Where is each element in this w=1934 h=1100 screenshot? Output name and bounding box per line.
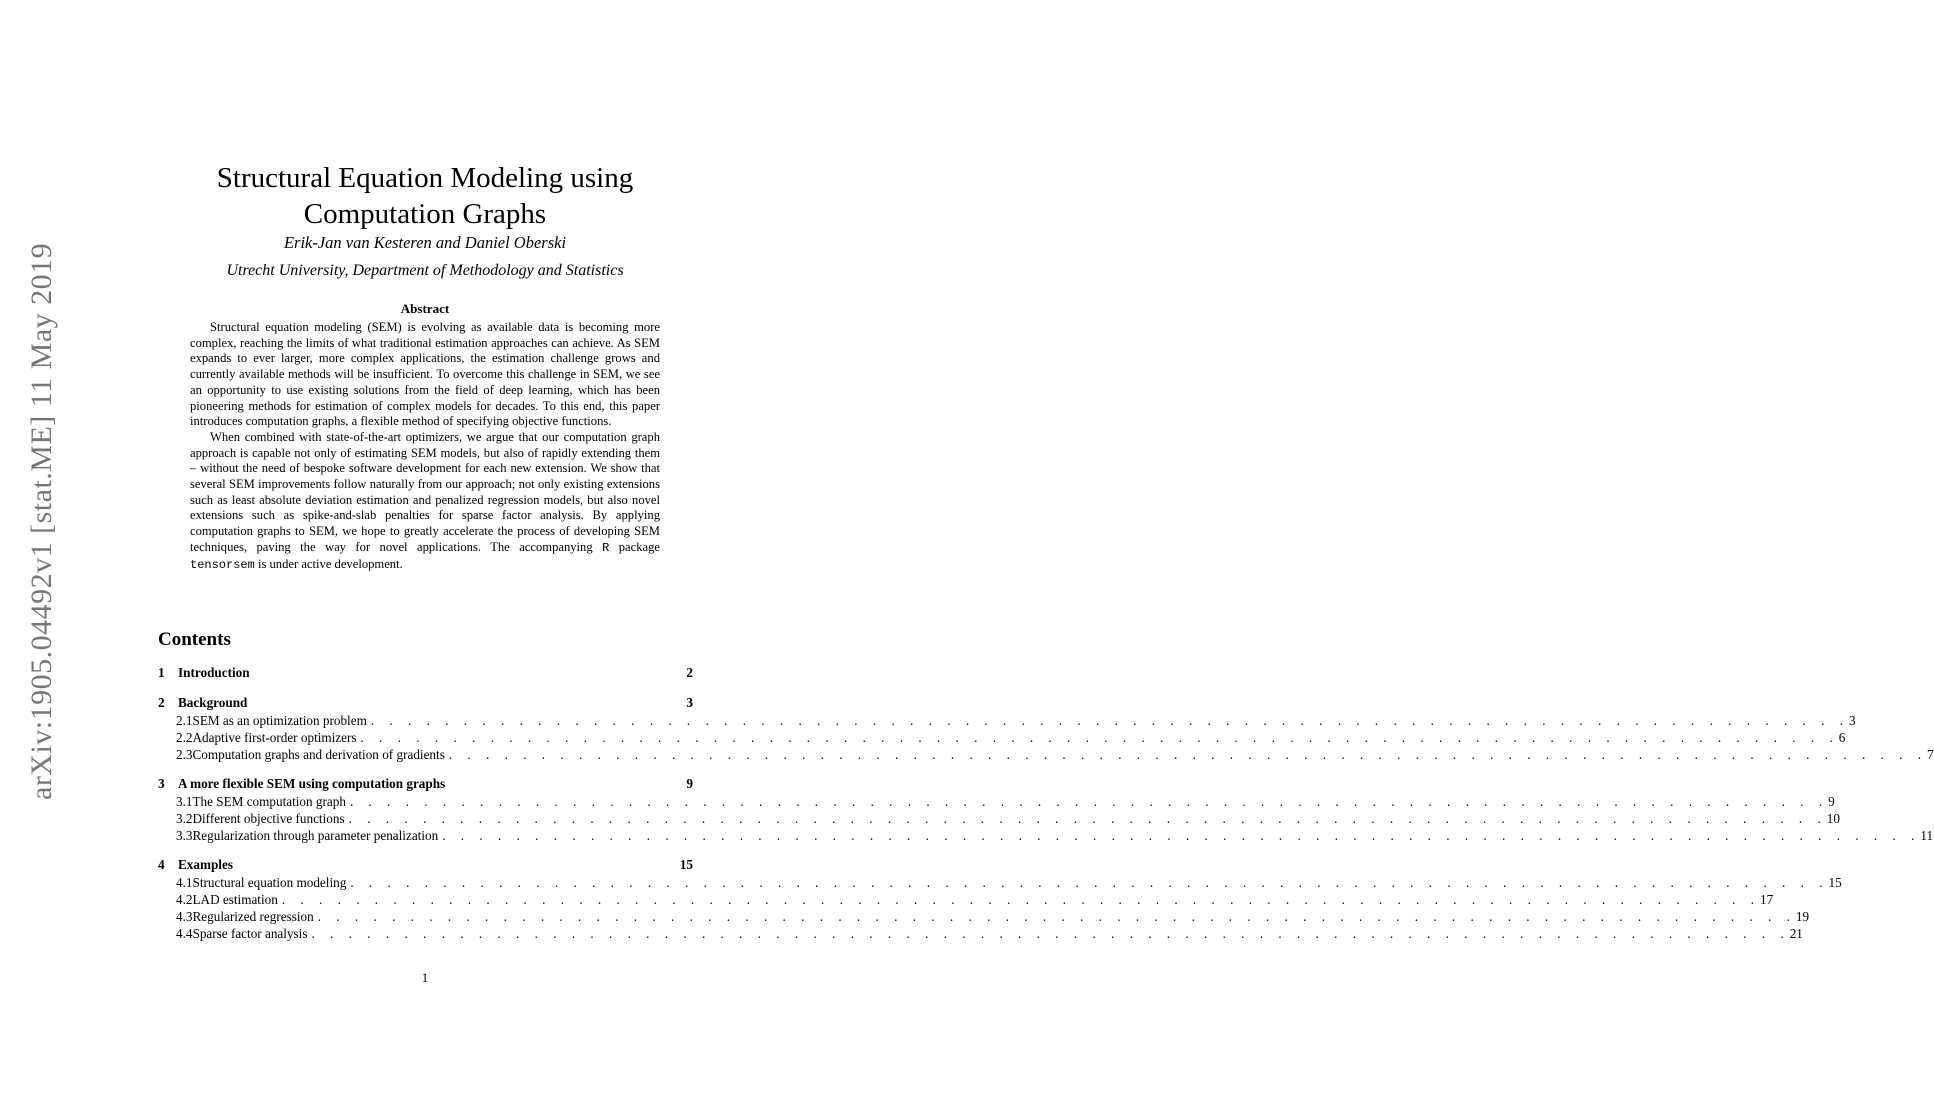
toc-subsection-label: Computation graphs and derivation of gradients [192, 747, 445, 762]
toc-section-4[interactable] [158, 856, 693, 874]
toc-subsection-2.3[interactable] [158, 746, 1934, 763]
toc-subsection-label: Adaptive first-order optimizers [192, 730, 357, 745]
toc-subsection-number: 4.4 [176, 926, 193, 941]
toc-subsection-3.3[interactable] [158, 827, 1934, 844]
toc-subsection-page: 3 [1849, 713, 1856, 728]
toc-gap [158, 763, 693, 775]
paper-title [150, 160, 700, 232]
toc-subsection-page: 15 [1828, 875, 1842, 890]
toc-subsection-page: 6 [1838, 730, 1846, 745]
toc-subsection-2.1[interactable] [158, 712, 1856, 729]
abstract-body [190, 320, 660, 573]
toc-subsection-label: LAD estimation [192, 892, 278, 907]
toc-subsection-label: Sparse factor analysis [192, 926, 308, 941]
toc-subsection-number: 4.3 [176, 909, 193, 924]
contents-heading: Contents [158, 629, 231, 650]
toc-subsection-label: Different objective functions [192, 811, 345, 826]
toc-subsection-number: 3.3 [176, 828, 193, 843]
toc-dot-leader: . . . . . . . . . . . . . . . . . . . . . . . . . . . . . . . . . . . . . . . . . . . . . . . . . . . . . . . . . . . . . . . . . . . . . . . . . . . . . . . . [281, 892, 1761, 907]
toc-section-label: Background [178, 695, 248, 710]
title-line-2: Computation Graphs [303, 198, 547, 230]
toc-dot-leader: . . . . . . . . . . . . . . . . . . . . . . . . . . . . . . . . . . . . . . . . . . . . . . . . . . . . . . . . . . . . . . . . . . . . . . . . . . . . . . . . [348, 811, 1827, 826]
toc-subsection-4.4[interactable] [158, 925, 1803, 942]
toc-dot-leader: . . . . . . . . . . . . . . . . . . . . . . . . . . . . . . . . . . . . . . . . . . . . . . . . . . . . . . . . . . . . . . . . . . . . . . . . . . . . . . . . [370, 713, 1850, 728]
toc-section-number: 4 [158, 857, 165, 872]
toc-subsection-label: Structural equation modeling [192, 875, 347, 890]
toc-section-page: 3 [686, 695, 693, 710]
page-number: 1 [421, 970, 429, 985]
toc-subsection-number: 4.1 [176, 875, 193, 890]
authors: Erik-Jan van Kesteren and Daniel Oberski [283, 233, 567, 252]
package-code: tensorsem [190, 557, 255, 572]
toc-subsection-4.2[interactable] [158, 891, 1774, 908]
toc-dot-leader: . . . . . . . . . . . . . . . . . . . . . . . . . . . . . . . . . . . . . . . . . . . . . . . . . . . . . . . . . . . . . . . . . . . . . . . . . . . . . . . . [350, 875, 1829, 890]
toc-dot-leader: . . . . . . . . . . . . . . . . . . . . . . . . . . . . . . . . . . . . . . . . . . . . . . . . . . . . . . . . . . . . . . . . . . . . . . . . . . . . . . . . [317, 909, 1796, 924]
toc-subsection-number: 4.2 [176, 892, 193, 907]
toc-gap [158, 844, 693, 856]
toc-subsection-page: 19 [1795, 909, 1810, 924]
abstract-paragraph-2-start: When combined with state-of-the-art optimizers, we argue that our computation graph approach is capable not only of estimating SEM models, but also of rapidly extending them – without the need of bespoke software development for each new extension. We show that several SEM improvements follow naturally from our approach; not only existing extensions such as least absolute deviation estimation and penalized regression models, but also novel extensions such as spike-and-slab penalties for sparse factor analysis. By applying computation graphs to SEM, we hope to greatly accelerate the process of developing SEM techniques, paving the way for novel applications. The accompanying [190, 429, 660, 554]
toc-subsection-4.1[interactable] [158, 874, 1842, 891]
toc-section-number: 2 [158, 695, 165, 710]
toc-section-page: 15 [679, 857, 693, 872]
toc-subsection-number: 3.2 [176, 811, 193, 826]
title-line-1: Structural Equation Modeling using [216, 162, 634, 194]
abstract-heading: Abstract [400, 301, 450, 316]
toc-subsection-number: 3.1 [176, 794, 193, 809]
toc-subsection-page: 11 [1920, 828, 1934, 843]
toc-section-page: 2 [686, 665, 693, 680]
toc-subsection-label: Regularized regression [192, 909, 314, 924]
toc-section-page: 9 [686, 776, 693, 791]
toc-dot-leader: . . . . . . . . . . . . . . . . . . . . . . . . . . . . . . . . . . . . . . . . . . . . . . . . . . . . . . . . . . . . . . . . . . . . . . . . . . . . . . . . [448, 747, 1928, 762]
toc-section-label: Examples [178, 857, 233, 872]
toc-subsection-4.3[interactable] [158, 908, 1810, 925]
toc-section-label: A more flexible SEM using computation graphs [178, 776, 446, 791]
toc-subsection-3.2[interactable] [158, 810, 1840, 827]
table-of-contents [158, 664, 1934, 942]
toc-subsection-3.1[interactable] [158, 793, 1835, 810]
toc-section-number: 3 [158, 776, 165, 791]
toc-subsection-number: 2.1 [176, 713, 193, 728]
affiliation: Utrecht University, Department of Methodology and Statistics [226, 262, 624, 279]
toc-dot-leader: . . . . . . . . . . . . . . . . . . . . . . . . . . . . . . . . . . . . . . . . . . . . . . . . . . . . . . . . . . . . . . . . . . . . . . . . . . . . . . . . [349, 794, 1829, 809]
toc-section-label: Introduction [178, 665, 250, 680]
toc-gap [158, 682, 693, 694]
package-word: package [609, 539, 660, 554]
toc-section-3[interactable] [158, 775, 693, 793]
toc-dot-leader: . . . . . . . . . . . . . . . . . . . . . . . . . . . . . . . . . . . . . . . . . . . . . . . . . . . . . . . . . . . . . . . . . . . . . . . . . . . . . . . . [442, 828, 1921, 843]
toc-subsection-label: The SEM computation graph [192, 794, 346, 809]
abstract-paragraph-2 [190, 430, 660, 573]
toc-section-1[interactable] [158, 664, 693, 682]
toc-subsection-label: SEM as an optimization problem [192, 713, 367, 728]
toc-subsection-page: 17 [1760, 892, 1774, 907]
toc-subsection-number: 2.3 [176, 747, 193, 762]
toc-dot-leader: . . . . . . . . . . . . . . . . . . . . . . . . . . . . . . . . . . . . . . . . . . . . . . . . . . . . . . . . . . . . . . . . . . . . . . . . . . . . . . . . [311, 926, 1790, 941]
toc-subsection-label: Regularization through parameter penalization [192, 828, 439, 843]
toc-subsection-2.2[interactable] [158, 729, 1846, 746]
abstract-paragraph-2-end: is under active development. [254, 556, 403, 571]
toc-section-number: 1 [158, 665, 165, 680]
toc-subsection-page: 21 [1789, 926, 1803, 941]
toc-subsection-number: 2.2 [176, 730, 193, 745]
abstract-paragraph-1: Structural equation modeling (SEM) is evolving as available data is becoming more complex, reaching the limits of what traditional estimation approaches can achieve. As SEM expands to ever larger, more complex applications, the estimation challenge grows and currently available methods will be insufficient. To overcome this challenge in SEM, we see an opportunity to use existing solutions from the field of deep learning, which has been pioneering methods for estimation of complex models for decades. To this end, this paper introduces computation graphs, a flexible method of specifying objective functions. [190, 320, 660, 429]
toc-subsection-page: 9 [1828, 794, 1835, 809]
arxiv-identifier: arXiv:1905.04492v1 [stat.ME] 11 May 2019 [25, 242, 58, 800]
toc-section-2[interactable] [158, 694, 693, 712]
toc-subsection-page: 7 [1927, 747, 1934, 762]
toc-dot-leader: . . . . . . . . . . . . . . . . . . . . . . . . . . . . . . . . . . . . . . . . . . . . . . . . . . . . . . . . . . . . . . . . . . . . . . . . . . . . . . . . [360, 730, 1839, 745]
r-code: R [602, 540, 610, 555]
arxiv-sidebar [22, 242, 62, 800]
toc-subsection-page: 10 [1826, 811, 1840, 826]
